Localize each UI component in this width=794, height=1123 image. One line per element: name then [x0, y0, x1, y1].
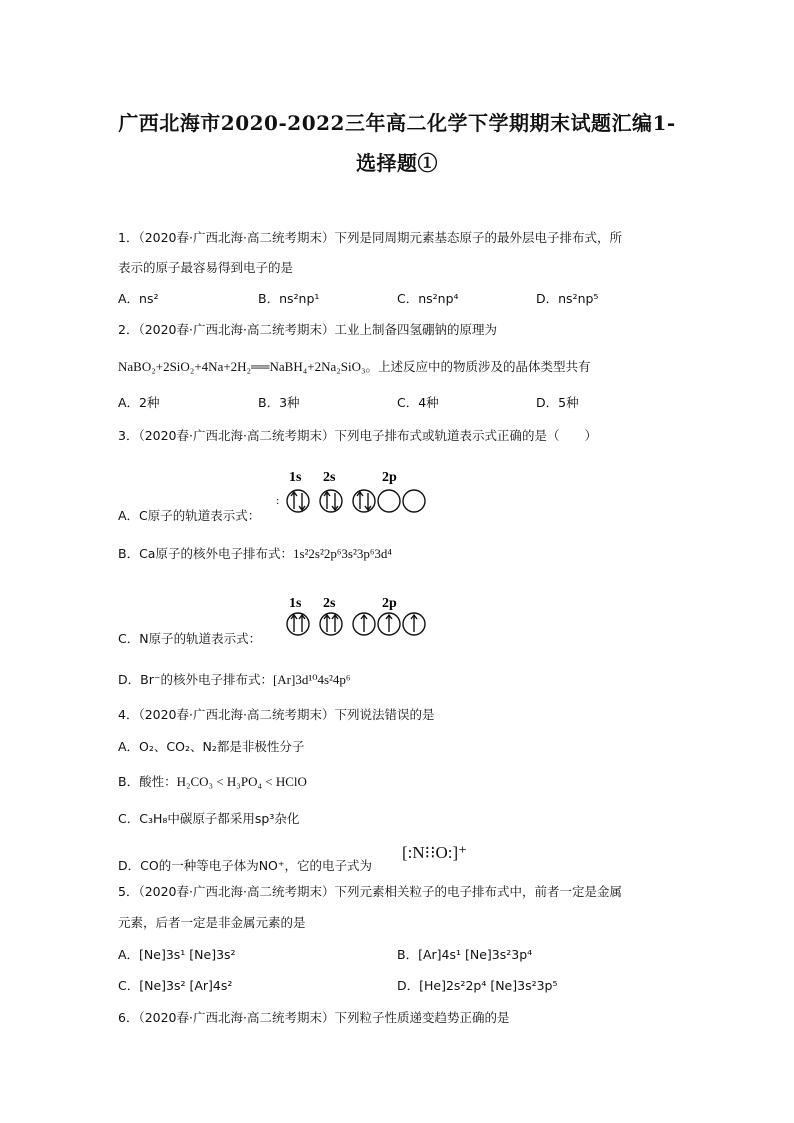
spin-up-arrow-icon [332, 615, 338, 632]
question-number: 3． [118, 428, 139, 443]
q5-option-d: D．[He]2s²2p⁴ [Ne]3s²3p⁵ [397, 978, 558, 993]
orbital-diagram-c [276, 592, 436, 646]
q4-option-b [118, 774, 307, 790]
q3-option-c: C．N原子的轨道表示式： [118, 631, 262, 646]
q2-option-a: A．2种 [118, 395, 160, 410]
question-number: 2． [118, 322, 139, 337]
orbital-box-2p-2 [378, 490, 400, 512]
orbital-box-2s [320, 490, 342, 512]
source-tag: （2020春·广西北海·高二统考期末） [138, 322, 335, 337]
electron-configuration: [Ar]3d¹⁰4s²4p⁶ [272, 672, 351, 687]
electron-configuration: 1s²2s²2p⁶3s²3p⁶3d⁴ [292, 546, 392, 561]
question-text: 下列粒子性质递变趋势正确的是 [334, 1010, 510, 1025]
orbital-box-2p-3 [403, 490, 425, 512]
source-tag: （2020春·广西北海·高二统考期末） [138, 428, 335, 443]
q2-option-c: C．4种 [397, 395, 439, 410]
source-tag: （2020春·广西北海·高二统考期末） [138, 230, 335, 245]
spin-up-arrow-icon [361, 615, 367, 632]
question-3-stem [118, 428, 597, 444]
q5-option-b: B．[Ar]4s¹ [Ne]3s²3p⁴ [397, 947, 533, 962]
question-5-stem-cont: 元素，后者一定是非金属元素的是 [118, 915, 306, 930]
orbital-label-1s: 1s [289, 470, 302, 485]
q4-option-a: A．O₂、CO₂、N₂都是非极性分子 [118, 739, 305, 754]
spin-up-arrow-icon [411, 615, 417, 632]
spin-up-arrow-icon [324, 615, 330, 632]
question-text: 下列说法错误的是 [334, 707, 435, 722]
spin-down-arrow-icon [332, 493, 338, 510]
question-4-stem [118, 707, 434, 723]
q2-option-d: D．5种 [536, 395, 579, 410]
spin-up-arrow-icon [357, 492, 363, 509]
q4-option-d [118, 858, 372, 874]
spin-up-arrow-icon [291, 615, 297, 632]
question-text: 下列元素相关粒子的电子排布式中，前者一定是金属 [334, 884, 622, 899]
colon-mark: : [276, 496, 280, 507]
orbital-box-1s [287, 490, 309, 512]
question-number: 5． [118, 884, 139, 899]
question-2-equation-line [118, 359, 591, 375]
question-number: 4． [118, 707, 139, 722]
question-text: 下列是同周期元素基态原子的最外层电子排布式，所 [334, 230, 622, 245]
question-text: 。上述反应中的物质涉及的晶体类型共有 [365, 359, 591, 374]
electron-dot-formula: [:N⁝⁝O:]⁺ [402, 843, 468, 862]
q1-option-d: D．ns²np⁵ [536, 291, 599, 306]
option-text: D．CO的一种等电子体为NO⁺，它的电子式为 [118, 858, 372, 873]
question-text: 下列电子排布式或轨道表示式正确的是（ ） [334, 428, 597, 443]
q3-option-b [118, 546, 392, 562]
spin-down-arrow-icon [299, 493, 305, 510]
orbital-box-1s [287, 613, 309, 635]
acidity-formula: H₂CO₃ < H₃PO₄ < HClO [176, 774, 307, 789]
option-label: D．Br⁻的核外电子排布式： [118, 672, 273, 687]
question-number: 6． [118, 1010, 139, 1025]
option-label: B．酸性： [118, 774, 177, 789]
orbital-label-2p: 2p [382, 596, 397, 611]
spin-up-arrow-icon [324, 492, 330, 509]
q4-option-c: C．C₃H₈中碳原子都采用sp³杂化 [118, 811, 300, 826]
orbital-label-2s: 2s [323, 470, 336, 485]
orbital-box-2p-1 [353, 490, 375, 512]
spin-up-arrow-icon [291, 492, 297, 509]
orbital-label-1s: 1s [289, 596, 302, 611]
q2-option-b: B．3种 [258, 395, 300, 410]
q5-option-a: A．[Ne]3s¹ [Ne]3s² [118, 947, 236, 962]
question-5-stem [118, 884, 622, 900]
question-1-stem-cont: 表示的原子最容易得到电子的是 [118, 260, 294, 275]
question-2-stem [118, 322, 497, 338]
q1-option-c: C．ns²np⁴ [397, 291, 459, 306]
source-tag: （2020春·广西北海·高二统考期末） [138, 1010, 335, 1025]
question-number: 1． [118, 230, 139, 245]
question-6-stem [118, 1010, 509, 1026]
document-title-line1: 广西北海市2020-2022三年高二化学下学期期末试题汇编1- [118, 111, 676, 135]
spin-up-arrow-icon [386, 615, 392, 632]
question-1-stem [118, 230, 622, 246]
q3-option-d [118, 672, 350, 688]
q1-option-a: A．ns² [118, 291, 159, 306]
source-tag: （2020春·广西北海·高二统考期末） [138, 884, 335, 899]
spin-up-arrow-icon [299, 615, 305, 632]
spin-down-arrow-icon [365, 493, 371, 510]
q3-option-a: A．C原子的轨道表示式： [118, 508, 261, 523]
document-title-line2: 选择题① [356, 151, 438, 175]
reaction-equation: NaBO₂+2SiO₂+4Na+2H₂══NaBH₄+2Na₂SiO₃ [118, 359, 366, 374]
orbital-box-2s [320, 613, 342, 635]
q1-option-b: B．ns²np¹ [258, 291, 320, 306]
q5-option-c: C．[Ne]3s² [Ar]4s² [118, 978, 233, 993]
source-tag: （2020春·广西北海·高二统考期末） [138, 707, 335, 722]
orbital-diagram-a [276, 466, 436, 520]
option-label: B．Ca原子的核外电子排布式： [118, 546, 293, 561]
question-text: 工业上制备四氢硼钠的原理为 [334, 322, 497, 337]
orbital-label-2s: 2s [323, 596, 336, 611]
orbital-label-2p: 2p [382, 470, 397, 485]
